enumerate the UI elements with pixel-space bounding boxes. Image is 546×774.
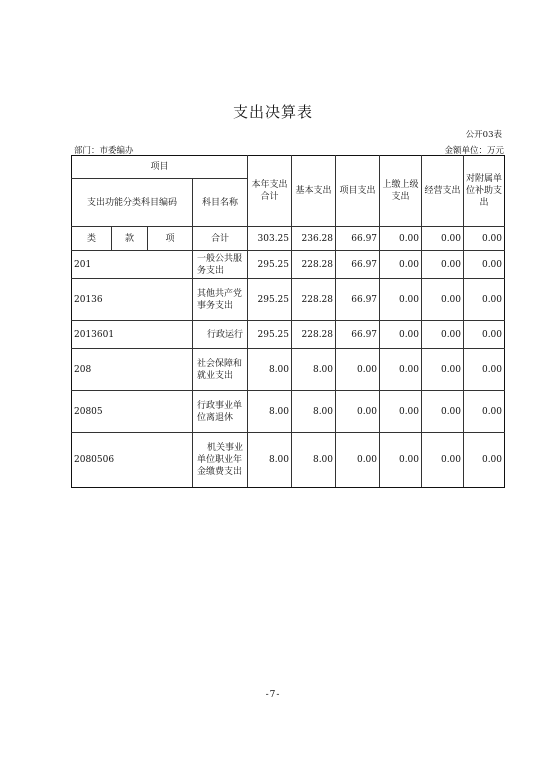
total-business: 0.00: [422, 227, 464, 251]
row-basic: 8.00: [292, 349, 336, 391]
row-basic: 8.00: [292, 433, 336, 488]
table-row: [72, 251, 505, 279]
table-row: [72, 433, 505, 488]
row-business: 0.00: [422, 251, 464, 279]
row-total: 295.25: [248, 279, 292, 321]
row-subsidy: 0.00: [464, 279, 505, 321]
row-name: 一般公共服务支出: [193, 251, 248, 279]
row-name: 行政事业单位离退休: [193, 391, 248, 433]
table-row: [72, 349, 505, 391]
table-row: [72, 279, 505, 321]
row-total: 8.00: [248, 433, 292, 488]
expenditure-table: [71, 155, 505, 488]
header-name: 科目名称: [193, 179, 248, 227]
row-name: 其他共产党事务支出: [193, 279, 248, 321]
row-total: 295.25: [248, 321, 292, 349]
row-business: 0.00: [422, 279, 464, 321]
total-project-exp: 66.97: [336, 227, 380, 251]
page-title: 支出决算表: [232, 103, 313, 121]
department-label: 部门：市委编办: [74, 146, 134, 156]
row-total: 8.00: [248, 349, 292, 391]
header-total: 本年支出合计: [248, 156, 292, 227]
row-name: 社会保障和就业支出: [193, 349, 248, 391]
page-number: -7-: [265, 690, 281, 700]
row-subsidy: 0.00: [464, 349, 505, 391]
row-project-exp: 0.00: [336, 391, 380, 433]
row-project-exp: 0.00: [336, 349, 380, 391]
row-subsidy: 0.00: [464, 251, 505, 279]
row-upper: 0.00: [380, 279, 422, 321]
header-code: 支出功能分类科目编码: [72, 179, 193, 227]
total-name: 合计: [193, 227, 248, 251]
total-total: 303.25: [248, 227, 292, 251]
row-basic: 228.28: [292, 251, 336, 279]
header-project-exp: 项目支出: [336, 156, 380, 227]
row-business: 0.00: [422, 349, 464, 391]
header-project: 项目: [72, 156, 248, 179]
total-subsidy: 0.00: [464, 227, 505, 251]
header-business: 经营支出: [422, 156, 464, 227]
header-xiang: 项: [148, 227, 193, 251]
row-code: 2013601: [72, 321, 193, 349]
row-project-exp: 0.00: [336, 433, 380, 488]
row-upper: 0.00: [380, 433, 422, 488]
row-name: 行政运行: [193, 321, 248, 349]
table-row: [72, 321, 505, 349]
row-subsidy: 0.00: [464, 391, 505, 433]
row-business: 0.00: [422, 433, 464, 488]
total-upper: 0.00: [380, 227, 422, 251]
row-code: 20136: [72, 279, 193, 321]
total-basic: 236.28: [292, 227, 336, 251]
row-project-exp: 66.97: [336, 321, 380, 349]
table-row: [72, 391, 505, 433]
row-business: 0.00: [422, 321, 464, 349]
header-subsidy: 对附属单位补助支出: [464, 156, 505, 227]
table-row-total: [72, 227, 505, 251]
form-number: 公开03表: [465, 130, 502, 140]
header-basic: 基本支出: [292, 156, 336, 227]
row-subsidy: 0.00: [464, 433, 505, 488]
header-kuan: 款: [112, 227, 148, 251]
row-basic: 228.28: [292, 321, 336, 349]
row-name: 机关事业单位职业年金缴费支出: [193, 433, 248, 488]
row-upper: 0.00: [380, 391, 422, 433]
row-basic: 8.00: [292, 391, 336, 433]
row-code: 2080506: [72, 433, 193, 488]
row-upper: 0.00: [380, 321, 422, 349]
row-code: 201: [72, 251, 193, 279]
row-total: 8.00: [248, 391, 292, 433]
header-upper: 上缴上级支出: [380, 156, 422, 227]
row-basic: 228.28: [292, 279, 336, 321]
unit-label: 金额单位：万元: [444, 146, 504, 156]
row-business: 0.00: [422, 391, 464, 433]
header-lei: 类: [72, 227, 112, 251]
row-project-exp: 66.97: [336, 279, 380, 321]
row-project-exp: 66.97: [336, 251, 380, 279]
row-upper: 0.00: [380, 251, 422, 279]
row-code: 20805: [72, 391, 193, 433]
row-upper: 0.00: [380, 349, 422, 391]
row-subsidy: 0.00: [464, 321, 505, 349]
row-code: 208: [72, 349, 193, 391]
row-total: 295.25: [248, 251, 292, 279]
